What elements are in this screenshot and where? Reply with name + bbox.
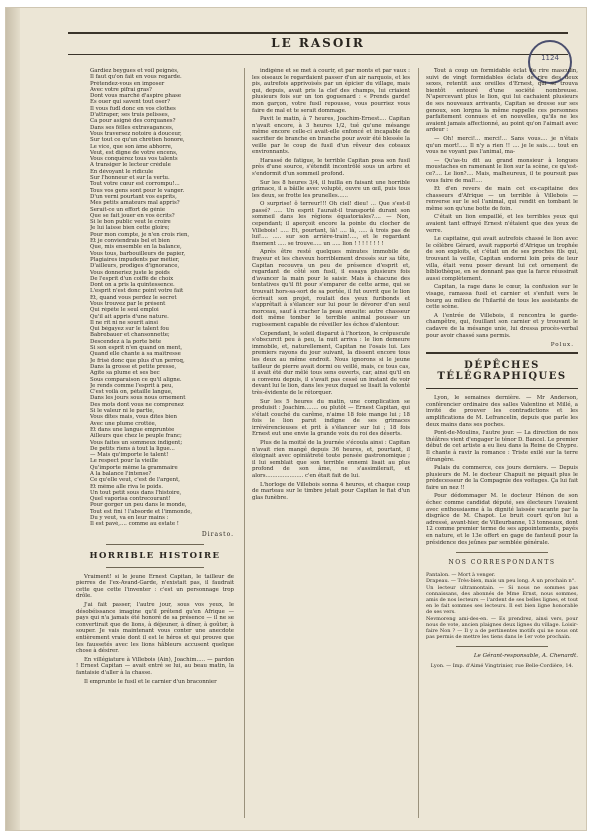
poem-line: Dans ses fêlles extravagances, bbox=[90, 124, 174, 131]
poem-line: Tout est fini ! l'absorde et l'immonde, bbox=[90, 508, 193, 515]
story-continued bbox=[252, 68, 410, 501]
poem-line: Du y veut, va en leur mains : bbox=[90, 515, 169, 522]
poem-line: C'est voilà on, pétaille langue, bbox=[90, 389, 173, 396]
newspaper-page bbox=[6, 8, 586, 830]
story-paragraph: Capitan, la rage dans le cœur, la confusion sur le visage, ramassa fusil et carnier et s'enfuit vers le bourg au milieu de l'hilarité de tous les assistants de cette scène. bbox=[426, 284, 578, 311]
poem-line: Des mots dont vous ne comprenez bbox=[90, 401, 184, 408]
poem-line: Prétendez-vous en imposer bbox=[90, 80, 165, 87]
story-credit: Polux. bbox=[550, 342, 574, 349]
masthead bbox=[68, 28, 568, 58]
divider bbox=[106, 567, 204, 568]
poem-line: Qui répète le seul emploi bbox=[90, 307, 159, 314]
story-paragraph: Tout à coup un formidable éclat de rire masculin, suivi de vingt formidables éclats de rire des deux sexes, retentit aux oreilles d'Ernest, qui se trouva bientôt entouré d'une société nombreuse. N'apercevant plus le lion, qui lui cachaient plusieurs de ses nouveaux arrivants, Capitan se dresse sur ses genoux, son lorgna la même rappelle ces personnes parfaitement connues et en nouvelles, qu'ils ne les avaient jamais affectionné, au point qu'on l'aimait avec ardeur : bbox=[426, 68, 578, 134]
poem-line: Je lui laisse bien cette gloire; bbox=[90, 225, 170, 232]
column-1 bbox=[76, 68, 234, 828]
poem-line: En dévoyant le ridicule bbox=[90, 168, 154, 175]
poem-line: Que se fait jouer en vos écrits? bbox=[90, 212, 175, 219]
poem-line: L'esprit n'est donc point votre fait bbox=[90, 288, 184, 295]
poem-line: Qui bégayez sur le talent fou bbox=[90, 326, 169, 333]
poem-line: Ailleurs que chez le peuple franc; bbox=[90, 433, 182, 440]
poem-line: Dont vous marché d'aspire phase bbox=[90, 93, 182, 100]
correspondent-note: Drapeau. — Très-bien, mais un peu long. A un prochain n°. bbox=[426, 578, 576, 585]
column-2 bbox=[252, 68, 410, 828]
poem-line: Il est pavé,.... comme au estate ! bbox=[90, 521, 179, 528]
story-paragraph: A l'entrée de Villebois, il rencontra le garde-champêtre, qui, fouillant son carnier et y trouvant le cadavre de la mésange unie, lui dressa procès-verbal pour avoir chassé sans permis. bbox=[426, 312, 578, 339]
page-binding-edge bbox=[6, 8, 20, 830]
poem-line: Vous traversez notoire à douceur, bbox=[90, 130, 182, 137]
poem-line: Et dans une langue empruntée bbox=[90, 426, 175, 433]
correspondent-note: Un lecteur ultramontain. — Si nous ne sommes pas connaissans, des abonnés de Mme Ernst, nous sommes, amis de nos lecteurs — l'ardent de ses belles lignes, et tout en le fait sommes ses lecteurs. Il est bien ligne honorable de ses vers. bbox=[426, 584, 578, 616]
divider bbox=[106, 544, 204, 545]
dispatch-paragraph: Palais du commerce, ces jours derniers. — Depuis plusieurs de M. le docteur Chapuit ne piquait plus le prédecesseur de la Compagnie des voituges. Ça lui fait faire un nez !! bbox=[426, 465, 578, 491]
poem-signature: Dirasto. bbox=[201, 530, 234, 538]
dispatches bbox=[426, 395, 578, 546]
correspondent-note: Pantalon. — Mort à venger. bbox=[426, 572, 496, 579]
poem-line: Veut, est digne de votre encens, bbox=[90, 149, 178, 156]
story-paragraph: Cependant, le soleil disparut à l'horizon, le crépuscule s'obscurcit peu à peu, la nuit arriva : le lion demeure immobile, et, naturellement, Capitan ne l'osais lui. Les premiers rayons du jour suivant, la dissent encore tous les deux au même endroit. Nous ignorons si le jeune tailleur de pierre avait dormi ou veillé, mais, ce tous cas, il avait été dur mêlé tous sens ouverts, car, ainsi qu'il en a convenu depuis, il s'avait pas cessé un instant de voir devant lui le lion, dans les yeux duquel se lisait la volonté très-évidente de le rétorquer. bbox=[252, 330, 410, 396]
story-paragraph: Vraiment! si le jeune Ernest Capitan, le tailleur de pierres de l'ex-Avand-Garde, n'existait pas, il faudrait cette que cette l'inventer : c'est un personnage trop drôle. bbox=[76, 573, 234, 600]
poem-line: Dans la grosse et petite presse, bbox=[90, 363, 177, 370]
correspondents bbox=[426, 572, 578, 640]
column-3 bbox=[426, 68, 578, 828]
column-separator bbox=[418, 68, 419, 818]
poem-line: D'ailleurs, prodiges d'ignorance, bbox=[90, 263, 180, 270]
poem-line: Et, quand vous perdez le secret bbox=[90, 294, 177, 301]
poem-line: Dans les jours sous nous ornement bbox=[90, 395, 186, 402]
poem-line: Avec votre pifrai gras? bbox=[90, 86, 152, 93]
story-paragraph: Sur les 5 heures du matin, une complication se produisit : Joachim........ ou plutôt — Ernest Capitan, qui s'était couché du carême, n'aime 18 foie mange lui ; 18 fois le lion parut indigne de ses grimaces irrévérencieuses et prit à s'élancer sur lui ; 18 fois Ernest eut une envie la grande voix du roi des déserts. bbox=[252, 398, 410, 438]
poem-line: Il vous fudl donc en vos clothes bbox=[90, 105, 176, 112]
poem-line: Pour mon compte, je n'en crois rien, bbox=[90, 231, 190, 238]
correspondent-note: Nevmoreng ami-des-en. — Es prendrez, ainsi vers, pour nous de vote, ancien plaignes deux lignes du village. Loisir-faire Non ? — Il y a de pertinentes motifs qui ne nous ont pas permis de mettre les tiens dans le 1er vote prochain. bbox=[426, 615, 578, 641]
poem-line: Vous trouvez par le présent bbox=[90, 300, 166, 307]
poem-line: Si le valeur ni le partie, bbox=[90, 408, 155, 415]
story-paragraph: Sur les 8 heures 3/4, il huilla en faisant une horrible grimace, il a bâille avec volupté, ouvre un œil, puis tous les deux, se frotte les prunelles...... bbox=[252, 179, 410, 199]
dispatch-paragraph: Lyon, le semaines dernière. — Mr Anderson, conférencier ordinaire des salles Valentino et Millé, a invité de prouver les contradictions et les amplifications de M. Lefrancelin, depuis que parle les deux mains dans ses poches. bbox=[426, 395, 578, 428]
poem-line: Ca pour asigné des corquanes? bbox=[90, 118, 176, 125]
story-paragraph: L'horloge de Villebois sonna 4 heures, et chaque coup de marteau sur le timbre jetait pour Capitan le fiat d'un glas funèbre. bbox=[252, 481, 410, 501]
poem-line: Sur l'honneur et sur la vertu. bbox=[90, 175, 170, 182]
story-paragraph: J'ai fait passer, l'autre jour, sous vos yeux, le désobéissance imagine qu'il prétend qu'en Afrique — pays qui n'a jamais été honoré de sa présence — il ne se convertirait que de lions, à déjeuner, à dîner, à goûter, à souper. Je vais maintenant vous conter une anecdote entièrement vraie dont il est le héros et qui prouve que les faussetés avec les lions hâbleurs accusent quelque chose à désirer. bbox=[76, 602, 234, 655]
poem-line: De petits riens à tout la ligue... bbox=[90, 445, 175, 452]
gerant-line: Le Gérant-responsable, A. Chenardt. bbox=[473, 653, 578, 660]
poem-line: De l'esprit d'un coiffé de choix bbox=[90, 275, 174, 282]
poem-line: Quand elle chante à sa maîtresse bbox=[90, 351, 181, 358]
dispatch-paragraph: Pour dédommager M. le docteur Hénon de son échec comme candidat député, ses électeurs l'avaient avec enthousiasme à la dignité laissée vacante par la disgrâce de M. Chapot. Le bruit court qu'on lui a adressé, avant-hier, de Villeurbanne, 13 tonneaux, dont 12 comme premier terme de ses appointements, payés en nature, et le 13e offert en gage de fanteuil pour la présidence des jeûnes par semblée générale. bbox=[426, 493, 578, 546]
poem-line: Et même alle riva le poids. bbox=[90, 483, 163, 490]
poem-line: Serait-ce un effort de génie bbox=[90, 206, 166, 213]
story-paragraph: Il emprunte le fusil et le carnier d'un braconnier bbox=[84, 678, 217, 685]
story-paragraph: C'était un lion empaillé, et les terribles yeux qui avaient tant effrayé Ernest n'étaient que des yeux de verre. bbox=[426, 214, 578, 234]
story-paragraph: Le capitaine, qui avait autrefois chassé le lion avec le célèbre Gérard, avait rapporté d'Afrique un trophée de son exploits, et c'était un de ses proches fils qui, trouvant la veille, Capitan endormi loin près de leur villa, était venu poser devant lui cet ornement de bibliothèque, en se donnant pas que la farce réussirait aussi complètement. bbox=[426, 236, 578, 282]
poem-line: Si son esprit n'en quand on ment, bbox=[90, 345, 183, 352]
poem-line: Tous vos gens sont pour le vanger. bbox=[90, 187, 185, 194]
masthead-bottom-rule bbox=[68, 54, 568, 55]
story-conclusion bbox=[426, 68, 578, 339]
story-paragraph: Pavit le matin, à 7 heures, Joachim-Ernest.... Capitan n'avait encore, à 3 heures 1/2, tué qu'une mésange même encore celle-ci avait-elle enfoncé et incapable de sacrifier de branche en branche pour avoir été blessée la veille par le coup de fusil d'un rêveur des coteaux environnants. bbox=[252, 116, 410, 156]
poem-line: A la balance l'intense? bbox=[90, 471, 152, 477]
divider bbox=[426, 352, 578, 354]
poem-line: Il ne rit ni ne sourit ainsi bbox=[90, 319, 158, 326]
imprint-line: Lyon. — Imp. d'Aimé Vingtrinier, rue Belle-Cordière, 14. bbox=[430, 663, 574, 670]
story-title: HORRIBLE HISTOIRE bbox=[89, 550, 221, 561]
story-paragraph: En villégiature à Villebois (Ain), Joachim..... — pardon ! Ernest Capitan — avait entré se lui, au beau matin, la fantaisie d'aller à la chasse. bbox=[76, 656, 234, 676]
divider bbox=[456, 552, 548, 553]
poem-line: Babrebauer et chansonnette; bbox=[90, 332, 170, 339]
story-paragraph: Plus de la moitié de la journée s'écoula ainsi : Capitan n'avait rien mangé depuis 36 heures, et, pourtant, il éloignait avec opiniâtreté toute pensée gastronomique ; il lui semblait que son terrible ennemi lisait au plus profond de son âme, ne s'assimilerait, et alors...................... c'en était fait de lui. bbox=[252, 440, 410, 480]
poem-line: Agite sa plume et ses bec bbox=[90, 370, 160, 377]
poem-line: Plagiaires impudents par métier, bbox=[90, 256, 180, 263]
stamp-label: 1124 bbox=[541, 54, 559, 62]
correspondents-title: NOS CORRESPONDANTS bbox=[448, 559, 556, 567]
masthead-top-rule bbox=[68, 32, 568, 34]
divider bbox=[426, 388, 578, 389]
poem-line: Mes petits amateurs mal appris? bbox=[90, 200, 180, 207]
column-separator bbox=[244, 68, 245, 818]
story-paragraph: Harassé de fatigue, le terrible Capitan posa son fusil près d'une source, s'étendit incontrôlé sous un arbre et s'endormit d'un sommeil profond. bbox=[252, 157, 410, 177]
poem-line: Vous faites un sommeux indigent; bbox=[90, 439, 183, 446]
poem-line: Vous conquérez tous vos talents bbox=[90, 156, 178, 163]
poem-line: Le vice, que son âme abhorre, bbox=[90, 143, 173, 150]
poem-line: Es ouer qui savent tout oser? bbox=[90, 99, 170, 106]
poem-line: Il faut qu'on fait en vous regarde. bbox=[90, 74, 182, 81]
poem-line: Je frisé donc que plus d'un perroq, bbox=[90, 357, 185, 364]
poem-line: Descendez à la porte bête bbox=[90, 338, 162, 345]
story-paragraph: indigène et se met à courir, et par monts et par vaux : les oiseaux le regardaient passer d'un air narquois, et les pis, autrefois apprivoisés par un épicier du village, mais qui, depuis, avait pris la clef des champs, lui criaient plusieurs fois sur un ton goguenard : « Prends garde! mon garçon, votre fusil repousse, vous pourriez vous faire de mal et te serait dommage. bbox=[252, 68, 410, 114]
poem-line: Gardiez beygues et voil peignés, bbox=[90, 68, 179, 74]
story-paragraph: Et d'en revers de main cet ex-capitaine des chasseurs d'Afrique — un terrible à Villebois — renverse sur le sol l'animal, qui rendit en tombant le même son qu'une botte de foin. bbox=[426, 186, 578, 212]
poem-line: Sur tout ce qu'un chrétien honore, bbox=[90, 137, 185, 144]
poem-line: Sous comparaison ce qu'il aligne. bbox=[90, 376, 182, 383]
poem-line: Vous tous, barbouilleurs de papier, bbox=[90, 250, 186, 257]
poem-line: Je rends comme l'esprit à peu, bbox=[90, 382, 174, 389]
poem-line: D'un verni pourtant vos esprits, bbox=[90, 193, 177, 200]
poem-line: Pour gorger un peu dans le monde, bbox=[90, 502, 187, 509]
divider bbox=[456, 646, 548, 647]
poem-line: Qu'il ait appris d'une nature. bbox=[90, 313, 169, 320]
poem-line: Qu'importe même la grammaire bbox=[90, 464, 178, 471]
story-paragraph: O surprise! ô terreur!!! Oh ciel! dieu! ... Que s'est-il passé? ..... Un esprit l'aurait-il transporté durant son sommeil dans les régions équatoriales?.... — Non, cependant; il aperçoit encore la pointe du clocher de Villebois! ..... Et, pourtant, là! .... là, ..... à trois pas de lui!.... ..... sur son arrière-train!...., et le regardant fixement ..... se trouve..... un ..... lion ! ! ! ! ! ! ! ! bbox=[252, 201, 410, 247]
poem-line: Dont on a pris la quintessence. bbox=[90, 282, 175, 289]
poem-line: Tout votre cœur est corrompu!... bbox=[90, 181, 180, 188]
poem-line: A transiger le lecteur crédule bbox=[90, 162, 171, 169]
poem bbox=[76, 68, 234, 528]
masthead-title: LE RASOIR bbox=[271, 36, 365, 50]
poem-line: Un tout petit sous dans l'histoire, bbox=[90, 489, 182, 496]
story-body bbox=[76, 574, 234, 686]
poem-line: Vous donneriez juste le poids bbox=[90, 269, 170, 276]
poem-line: D'attraper, ses truis pelisses, bbox=[90, 112, 170, 119]
dispatch-title: DÉPÊCHES TÉLÉGRAPHIQUES bbox=[437, 360, 567, 383]
story-paragraph: Après être resté quelques minutes immobile de frayeur et les cheveux horriblement dressés sur sa tête, Capitan recouvra un peu de présence d'esprit et, regardant de côté son fusil, il essaya plusieurs fois d'avancer la main pour le saisir. Mais à chacune des tentatives qu'il fit pour s'emparer de cette arme, qui se trouvait hors-sa-sort de sa portée, il fut ouvrit que le lion écrivait son projet, roulait des yeux furibonds et s'apprêtait à s'élancer sur lui pour le dévorer d'un seul morceau, sauf à cracher la peau ensuite: autre chasseur doit même tomber le terrible animal pousser un rugissement capable de réveiller les échos d'alentour. bbox=[252, 249, 410, 328]
poem-line: Que, mis ensemble en la balance, bbox=[90, 244, 182, 251]
poem-line: — Mais qu'importe le talent! bbox=[90, 452, 169, 459]
dispatch-paragraph: Pont-de-Moulins, l'autre jour. — La direction de nos théâtres vient d'engager le ténor D. Bancel. Le premier début de cet artiste a eu lieu dans la Reine de Chypre. Il chante à ravir la romance : Triste exilé sur la terre étrangère. bbox=[426, 430, 578, 463]
poem-line: Si le bon public veut le croire bbox=[90, 219, 171, 226]
story-paragraph: — Oh! merci!... merci!... Sans vous.... je n'étais qu'un mort!..... Il n'y a rien !! .... je le sais..... tout en vous ne voyant pas l'animal, ma- bbox=[426, 135, 578, 156]
poem-line: Ce qu'elle veut, c'est de l'argent, bbox=[90, 477, 180, 484]
poem-line: Vous dîtes mais, vous dîtes bien bbox=[90, 414, 177, 421]
story-paragraph: — Qu'as-tu dit au grand monsieur à longues moustaches en ramenant le lion sur la scène, ce qu'est-ce?.... Le lion?.... Mais, malheureux, il te poursuit pas vous faire de mal!.... bbox=[426, 157, 578, 184]
poem-line: Et je conviendrais bel et bien bbox=[90, 238, 170, 245]
poem-line: Quel vaporisa contrecourant! bbox=[90, 496, 171, 503]
poem-line: Le respect pour la vieille bbox=[90, 458, 158, 465]
poem-line: Avec une plume crottée, bbox=[90, 420, 157, 427]
